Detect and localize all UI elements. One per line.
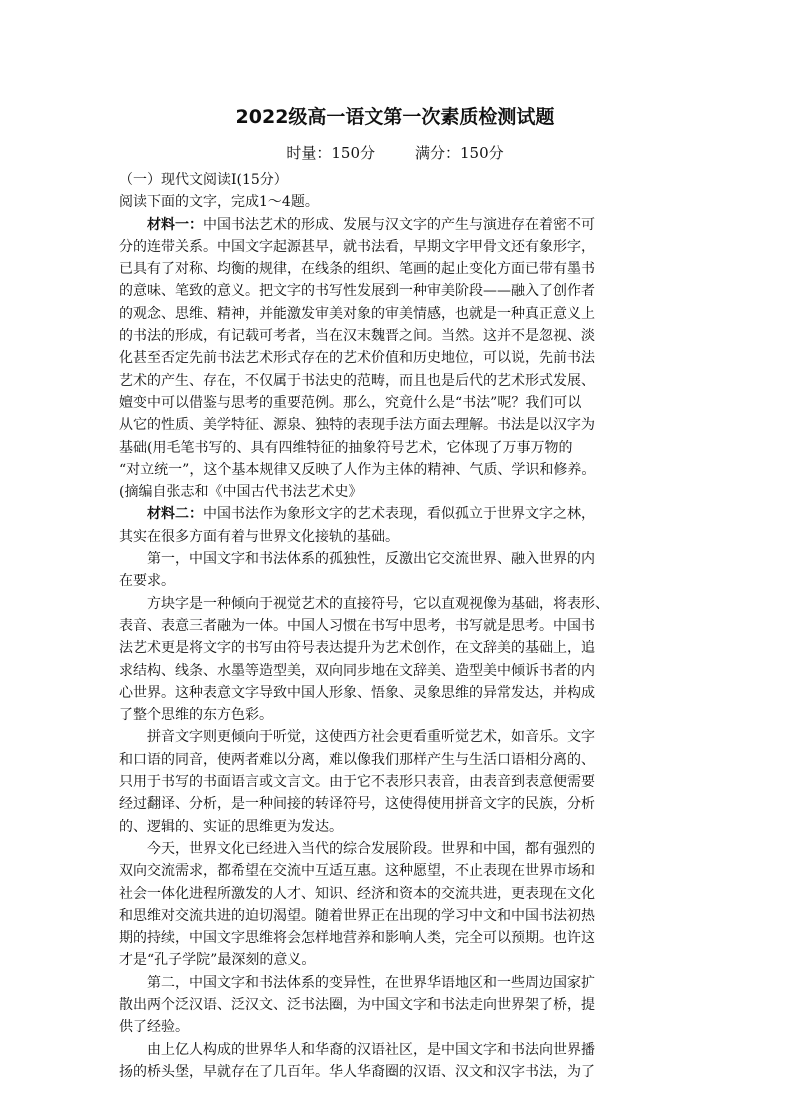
paragraph-line: 第二，中国文字和书法体系的变异性，在世界华语地区和一些周边国家扩: [147, 974, 595, 991]
material1-line: 艺术的产生、存在，不仅属于书法史的范畴，而且也是后代的艺术形式发展、: [119, 372, 595, 389]
full-score: 满分：150分: [415, 144, 504, 162]
material1-line: 的观念、思维、精神，并能激发审美对象的审美情感，也就是一种真正意义上: [119, 305, 595, 322]
material1-line: 材料一：中国书法艺术的形成、发展与汉文字的产生与演进存在着密不可: [147, 216, 595, 233]
material1-line: 已具有了对称、均衡的规律，在线条的组织、笔画的起止变化方面已带有墨书: [119, 261, 595, 278]
material1-line: 嬗变中可以借鉴与思考的重要范例。那么，究竟什么是“书法”呢？我们可以: [119, 394, 582, 411]
material2-line: 其实在很多方面有着与世界文化接轨的基础。: [119, 528, 399, 545]
material1-label: 材料一：: [147, 216, 203, 233]
material1-line: “对立统一”，这个基本规律又反映了人作为主体的精神、气质、学识和修养。: [119, 461, 596, 478]
paragraph-line: 才是“孔子学院”最深刻的意义。: [119, 952, 316, 969]
material1-line: 化甚至否定先前书法艺术形式存在的艺术价值和历史地位，可以说，先前书法: [119, 350, 595, 367]
paragraph-line: 了整个思维的东方色彩。: [119, 707, 273, 724]
time-limit: 时量：150分: [286, 144, 375, 162]
section-heading: （一）现代文阅读Ⅰ(15分）: [119, 172, 288, 188]
exam-title: 2022级高一语文第一次素质检测试题: [235, 106, 555, 128]
paragraph-line: 社会一体化进程所激发的人才、知识、经济和资本的交流共进，更表现在文化: [119, 885, 595, 902]
paragraph-line: 表音、表意三者融为一体。中国人习惯在书写中思考，书写就是思考。中国书: [119, 617, 595, 634]
paragraph-line: 今天，世界文化已经进入当代的综合发展阶段。世界和中国，都有强烈的: [147, 840, 595, 857]
paragraph-line: 法艺术更是将文字的书写由符号表达提升为艺术创作，在文辞美的基础上，追: [119, 640, 595, 657]
paragraph-line: 第一，中国文字和书法体系的孤独性，反激出它交流世界、融入世界的内: [147, 551, 595, 568]
paragraph-line: 双向交流需求，都希望在交流中互适互惠。这种愿望，不止表现在世界市场和: [119, 863, 595, 880]
paragraph-line: 求结构、线条、水墨等造型美，双向同步地在文辞美、造型美中倾诉书者的内: [119, 662, 595, 679]
paragraph-line: 由上亿人构成的世界华人和华裔的汉语社区，是中国文字和书法向世界播: [147, 1041, 595, 1058]
paragraph-line: 心世界。这种表意文字导致中国人形象、悟象、灵象思维的异常发达，并构成: [119, 684, 595, 701]
reading-content: [119, 169, 679, 1083]
paragraph-line: 方块字是一种倾向于视觉艺术的直接符号，它以直观视像为基础，将表形、: [147, 595, 609, 612]
paragraph-line: 供了经验。: [119, 1019, 189, 1036]
paragraph-line: 只用于书写的书面语言或文言文。由于它不表形只表音，由表音到表意便需要: [119, 774, 595, 791]
exam-meta: [0, 142, 790, 164]
material1-line: 基础(用毛笔书写的、具有四维特征的抽象符号艺术，它体现了万事万物的: [119, 439, 573, 456]
material1-line: 从它的性质、美学特征、源泉、独特的表现手法方面去理解。书法是以汉字为: [119, 417, 595, 434]
material1-line: 的书法的形成，有记载可考者，当在汉末魏晋之间。当然。这并不是忽视、淡: [119, 328, 595, 345]
section-instruction: 阅读下面的文字，完成1～4题。: [119, 194, 319, 211]
paragraph-line: 拼音文字则更倾向于听觉，这使西方社会更看重听觉艺术，如音乐。文字: [147, 729, 595, 746]
material2-line: 材料二：中国书法作为象形文字的艺术表现，看似孤立于世界文字之林，: [147, 506, 595, 523]
paragraph-line: 经过翻译、分析，是一种间接的转译符号，这使得使用拼音文字的民族，分析: [119, 796, 595, 813]
paragraph-line: 扬的桥头堡，早就存在了几百年。华人华裔圈的汉语、汉文和汉字书法，为了: [119, 1063, 595, 1080]
paragraph-line: 和口语的同音，使两者难以分离，难以像我们那样产生与生活口语相分离的、: [119, 751, 595, 768]
paragraph-line: 的、逻辑的、实证的思维更为发达。: [119, 818, 343, 835]
paragraph-line: 在要求。: [119, 573, 175, 590]
material1-line: 的意味、笔致的意义。把文字的书写性发展到一种审美阶段——融入了创作者: [119, 283, 595, 300]
paragraph-line: 散出两个泛汉语、泛汉文、泛书法圈，为中国文字和书法走向世界架了桥，提: [119, 996, 595, 1013]
paragraph-line: 和思维对交流共进的迫切渴望。随着世界正在出现的学习中文和中国书法初热: [119, 907, 595, 924]
material1-source: (摘编自张志和《中国古代书法艺术史》: [119, 484, 363, 501]
material1-line: 分的连带关系。中国文字起源甚早，就书法看，早期文字甲骨文还有象形字，: [119, 238, 595, 255]
paragraph-line: 期的持续，中国文字思维将会怎样地营养和影响人类，完全可以预期。也许这: [119, 930, 595, 947]
material2-label: 材料二：: [147, 506, 203, 523]
